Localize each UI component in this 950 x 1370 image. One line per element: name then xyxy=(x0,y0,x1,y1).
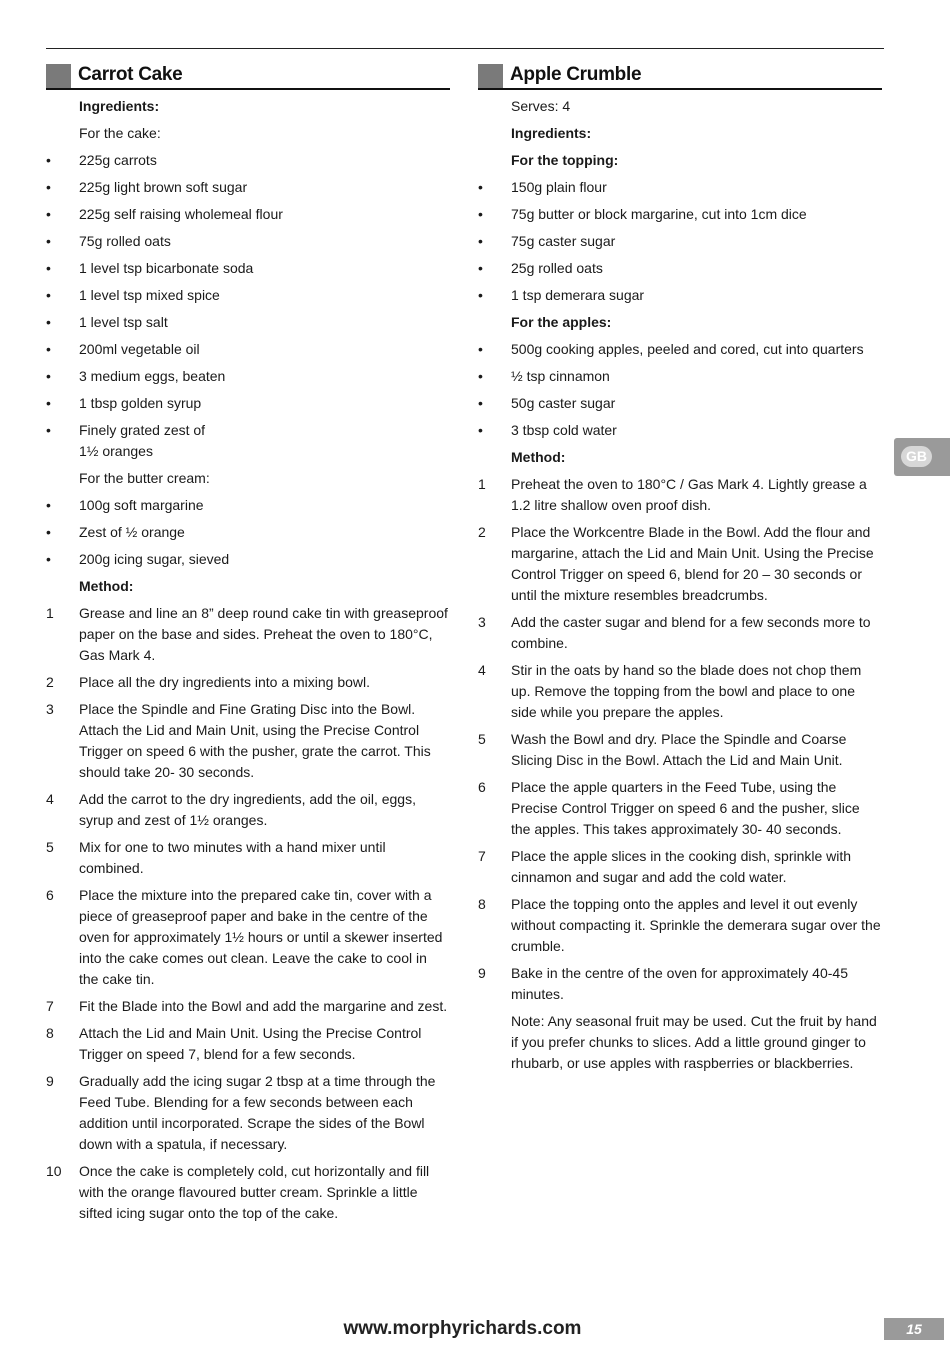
row-text: Place the Spindle and Fine Grating Disc into the Bowl. Attach the Lid and Main Unit, using the Precise Control Trigger on speed 6 with the pusher, grate the carrot. This should take 20- 30 seconds. xyxy=(79,701,431,780)
bullet-marker: • xyxy=(46,524,51,540)
row-text: 200g icing sugar, sieved xyxy=(79,551,230,567)
ingredient-item xyxy=(478,339,882,360)
ingredient-item xyxy=(46,150,450,171)
top-rule xyxy=(46,48,884,49)
section-label xyxy=(46,96,450,117)
step-number: 9 xyxy=(46,1073,54,1089)
row-text: 3 tbsp cold water xyxy=(511,422,617,438)
step-number: 10 xyxy=(46,1163,62,1179)
row-text: For the cake: xyxy=(79,125,161,141)
row-text: Once the cake is completely cold, cut horizontally and fill with the orange flavoured butter cream. Sprinkle a little sifted icing sugar onto the top of the cake. xyxy=(79,1163,430,1221)
step-number: 2 xyxy=(46,674,54,690)
ingredient-item xyxy=(478,204,882,225)
ingredient-item xyxy=(478,231,882,252)
ingredient-item xyxy=(46,177,450,198)
row-text: 1 level tsp mixed spice xyxy=(79,287,220,303)
bullet-marker: • xyxy=(478,260,483,276)
step-number: 6 xyxy=(46,887,54,903)
method-step xyxy=(478,522,882,606)
section-label xyxy=(46,123,450,144)
method-step xyxy=(478,474,882,516)
row-text: 1 tbsp golden syrup xyxy=(79,395,202,411)
row-text: 200ml vegetable oil xyxy=(79,341,200,357)
method-step xyxy=(46,1071,450,1155)
ingredient-item xyxy=(478,258,882,279)
ingredient-item xyxy=(478,177,882,198)
section-label xyxy=(478,96,882,117)
row-text: Serves: 4 xyxy=(511,98,571,114)
ingredient-item xyxy=(478,420,882,441)
row-text: Place the Workcentre Blade in the Bowl. Add the flour and margarine, attach the Lid and Main Unit. Using the Precise Control Trigger on speed 6, blend for 20 – 30 seconds or until the mixture resembles breadcrumbs. xyxy=(511,524,874,603)
apple-crumble-column xyxy=(478,62,882,1080)
row-text: 25g rolled oats xyxy=(511,260,603,276)
row-text: Add the carrot to the dry ingredients, add the oil, eggs, syrup and zest of 1½ oranges. xyxy=(79,791,416,828)
row-text: 225g light brown soft sugar xyxy=(79,179,248,195)
page-number: 15 xyxy=(884,1318,944,1340)
method-step xyxy=(46,837,450,879)
row-text: Place the apple quarters in the Feed Tube, using the Precise Control Trigger on speed 6 and the pusher, slice the apples. This takes approximately 30- 40 seconds. xyxy=(511,779,860,837)
section-label xyxy=(478,447,882,468)
bullet-marker: • xyxy=(46,206,51,222)
bullet-marker: • xyxy=(478,287,483,303)
section-label xyxy=(46,468,450,489)
step-number: 9 xyxy=(478,965,486,981)
row-text: 1 level tsp bicarbonate soda xyxy=(79,260,254,276)
bullet-marker: • xyxy=(46,260,51,276)
ingredient-item xyxy=(46,420,450,462)
section-label xyxy=(478,123,882,144)
row-text: Preheat the oven to 180°C / Gas Mark 4. Lightly grease a 1.2 litre shallow oven proof dish. xyxy=(511,476,867,513)
bullet-marker: • xyxy=(46,179,51,195)
row-text: 1 tsp demerara sugar xyxy=(511,287,645,303)
step-number: 7 xyxy=(478,848,486,864)
ingredient-item xyxy=(46,339,450,360)
bullet-marker: • xyxy=(46,152,51,168)
step-number: 3 xyxy=(478,614,486,630)
row-text: 3 medium eggs, beaten xyxy=(79,368,226,384)
bullet-marker: • xyxy=(46,395,51,411)
row-text: Ingredients: xyxy=(511,125,592,141)
method-step xyxy=(478,777,882,840)
step-number: 1 xyxy=(478,476,486,492)
ingredient-item xyxy=(46,549,450,570)
row-text: Place the topping onto the apples and level it out evenly without compacting it. Sprinkle the demerara sugar over the crumble. xyxy=(511,896,881,954)
apple-crumble-heading xyxy=(478,62,882,90)
bullet-marker: • xyxy=(46,314,51,330)
heading-swatch xyxy=(46,64,71,88)
row-text: 75g butter or block margarine, cut into 1cm dice xyxy=(511,206,807,222)
step-number: 8 xyxy=(46,1025,54,1041)
bullet-marker: • xyxy=(478,206,483,222)
row-text: Stir in the oats by hand so the blade does not chop them up. Remove the topping from the bowl and place to one side while you prepare the apples. xyxy=(511,662,862,720)
row-text: Finely grated zest of 1½ oranges xyxy=(79,422,206,459)
row-text: Add the caster sugar and blend for a few seconds more to combine. xyxy=(511,614,871,651)
carrot-cake-title: Carrot Cake xyxy=(78,64,183,85)
ingredient-item xyxy=(478,366,882,387)
row-text: Mix for one to two minutes with a hand mixer until combined. xyxy=(79,839,386,876)
bullet-marker: • xyxy=(478,368,483,384)
step-number: 7 xyxy=(46,998,54,1014)
footer-url: www.morphyrichards.com xyxy=(343,1318,582,1339)
method-step xyxy=(46,699,450,783)
row-text: Bake in the centre of the oven for approximately 40-45 minutes. xyxy=(511,965,848,1002)
step-number: 8 xyxy=(478,896,486,912)
apple-crumble-rows xyxy=(478,96,882,1074)
bullet-marker: • xyxy=(478,233,483,249)
method-step xyxy=(46,1023,450,1065)
row-text: Method: xyxy=(79,578,134,594)
carrot-cake-heading xyxy=(46,62,450,90)
row-text: 225g self raising wholemeal flour xyxy=(79,206,283,222)
bullet-marker: • xyxy=(478,341,483,357)
step-number: 4 xyxy=(478,662,486,678)
section-label xyxy=(478,312,882,333)
method-step xyxy=(46,789,450,831)
row-text: ½ tsp cinnamon xyxy=(511,368,610,384)
row-text: 50g caster sugar xyxy=(511,395,616,411)
row-text: Zest of ½ orange xyxy=(79,524,185,540)
row-text: 100g soft margarine xyxy=(79,497,204,513)
row-text: Fit the Blade into the Bowl and add the margarine and zest. xyxy=(79,998,448,1014)
step-number: 5 xyxy=(478,731,486,747)
row-text: For the topping: xyxy=(511,152,619,168)
row-text: Attach the Lid and Main Unit. Using the Precise Control Trigger on speed 7, blend for a few seconds. xyxy=(79,1025,422,1062)
row-text: 150g plain flour xyxy=(511,179,607,195)
method-step xyxy=(478,660,882,723)
row-text: 75g rolled oats xyxy=(79,233,171,249)
method-step xyxy=(46,603,450,666)
row-text: Place all the dry ingredients into a mixing bowl. xyxy=(79,674,371,690)
ingredient-item xyxy=(46,495,450,516)
step-number: 5 xyxy=(46,839,54,855)
bullet-marker: • xyxy=(46,551,51,567)
step-number: 2 xyxy=(478,524,486,540)
language-tab-label: GB xyxy=(901,446,932,467)
row-text: Grease and line an 8” deep round cake tin with greaseproof paper on the base and sides. Preheat the oven to 180°C, Gas Mark 4. xyxy=(79,605,448,663)
bullet-marker: • xyxy=(478,179,483,195)
heading-swatch xyxy=(478,64,503,88)
method-step xyxy=(46,996,450,1017)
apple-crumble-title: Apple Crumble xyxy=(510,64,642,85)
carrot-cake-rows xyxy=(46,96,450,1224)
step-number: 1 xyxy=(46,605,54,621)
ingredient-item xyxy=(46,522,450,543)
bullet-marker: • xyxy=(478,422,483,438)
ingredient-item xyxy=(46,312,450,333)
row-text: For the apples: xyxy=(511,314,612,330)
method-step xyxy=(478,846,882,888)
row-text: 75g caster sugar xyxy=(511,233,616,249)
method-step xyxy=(46,672,450,693)
ingredient-item xyxy=(46,258,450,279)
row-text: Place the apple slices in the cooking dish, sprinkle with cinnamon and sugar and add the cold water. xyxy=(511,848,852,885)
step-number: 4 xyxy=(46,791,54,807)
ingredient-item xyxy=(46,231,450,252)
ingredient-item xyxy=(478,285,882,306)
row-text: Method: xyxy=(511,449,566,465)
step-number: 3 xyxy=(46,701,54,717)
section-label xyxy=(478,150,882,171)
method-step xyxy=(478,963,882,1005)
ingredient-item xyxy=(46,285,450,306)
bullet-marker: • xyxy=(46,233,51,249)
ingredient-item xyxy=(46,393,450,414)
row-text: Place the mixture into the prepared cake tin, cover with a piece of greaseproof paper and bake in the centre of the oven for approximately 1½ hours or until a skewer inserted into the cake comes out clean. Leave the cake to cool in the cake tin. xyxy=(79,887,443,987)
carrot-cake-column xyxy=(46,62,450,1230)
bullet-marker: • xyxy=(46,287,51,303)
bullet-marker: • xyxy=(478,395,483,411)
row-text: Ingredients: xyxy=(79,98,160,114)
row-text: For the butter cream: xyxy=(79,470,210,486)
row-text: Note: Any seasonal fruit may be used. Cut the fruit by hand if you prefer chunks to slices. Add a little ground ginger to rhubarb, or use apples with raspberries or blackberries. xyxy=(511,1013,877,1071)
section-label xyxy=(478,1011,882,1074)
bullet-marker: • xyxy=(46,497,51,513)
method-step xyxy=(46,1161,450,1224)
method-step xyxy=(478,729,882,771)
ingredient-item xyxy=(478,393,882,414)
method-step xyxy=(478,612,882,654)
ingredient-item xyxy=(46,366,450,387)
section-label xyxy=(46,576,450,597)
method-step xyxy=(478,894,882,957)
row-text: 1 level tsp salt xyxy=(79,314,168,330)
row-text: Gradually add the icing sugar 2 tbsp at a time through the Feed Tube. Blending for a few seconds between each addition until incorporated. Scrape the sides of the Bowl down with a spatula, if necessary. xyxy=(79,1073,436,1152)
bullet-marker: • xyxy=(46,341,51,357)
row-text: Wash the Bowl and dry. Place the Spindle and Coarse Slicing Disc in the Bowl. Attach the Lid and Main Unit. xyxy=(511,731,847,768)
row-text: 225g carrots xyxy=(79,152,157,168)
method-step xyxy=(46,885,450,990)
bullet-marker: • xyxy=(46,422,51,438)
language-tab xyxy=(894,438,950,476)
ingredient-item xyxy=(46,204,450,225)
step-number: 6 xyxy=(478,779,486,795)
bullet-marker: • xyxy=(46,368,51,384)
row-text: 500g cooking apples, peeled and cored, cut into quarters xyxy=(511,341,864,357)
